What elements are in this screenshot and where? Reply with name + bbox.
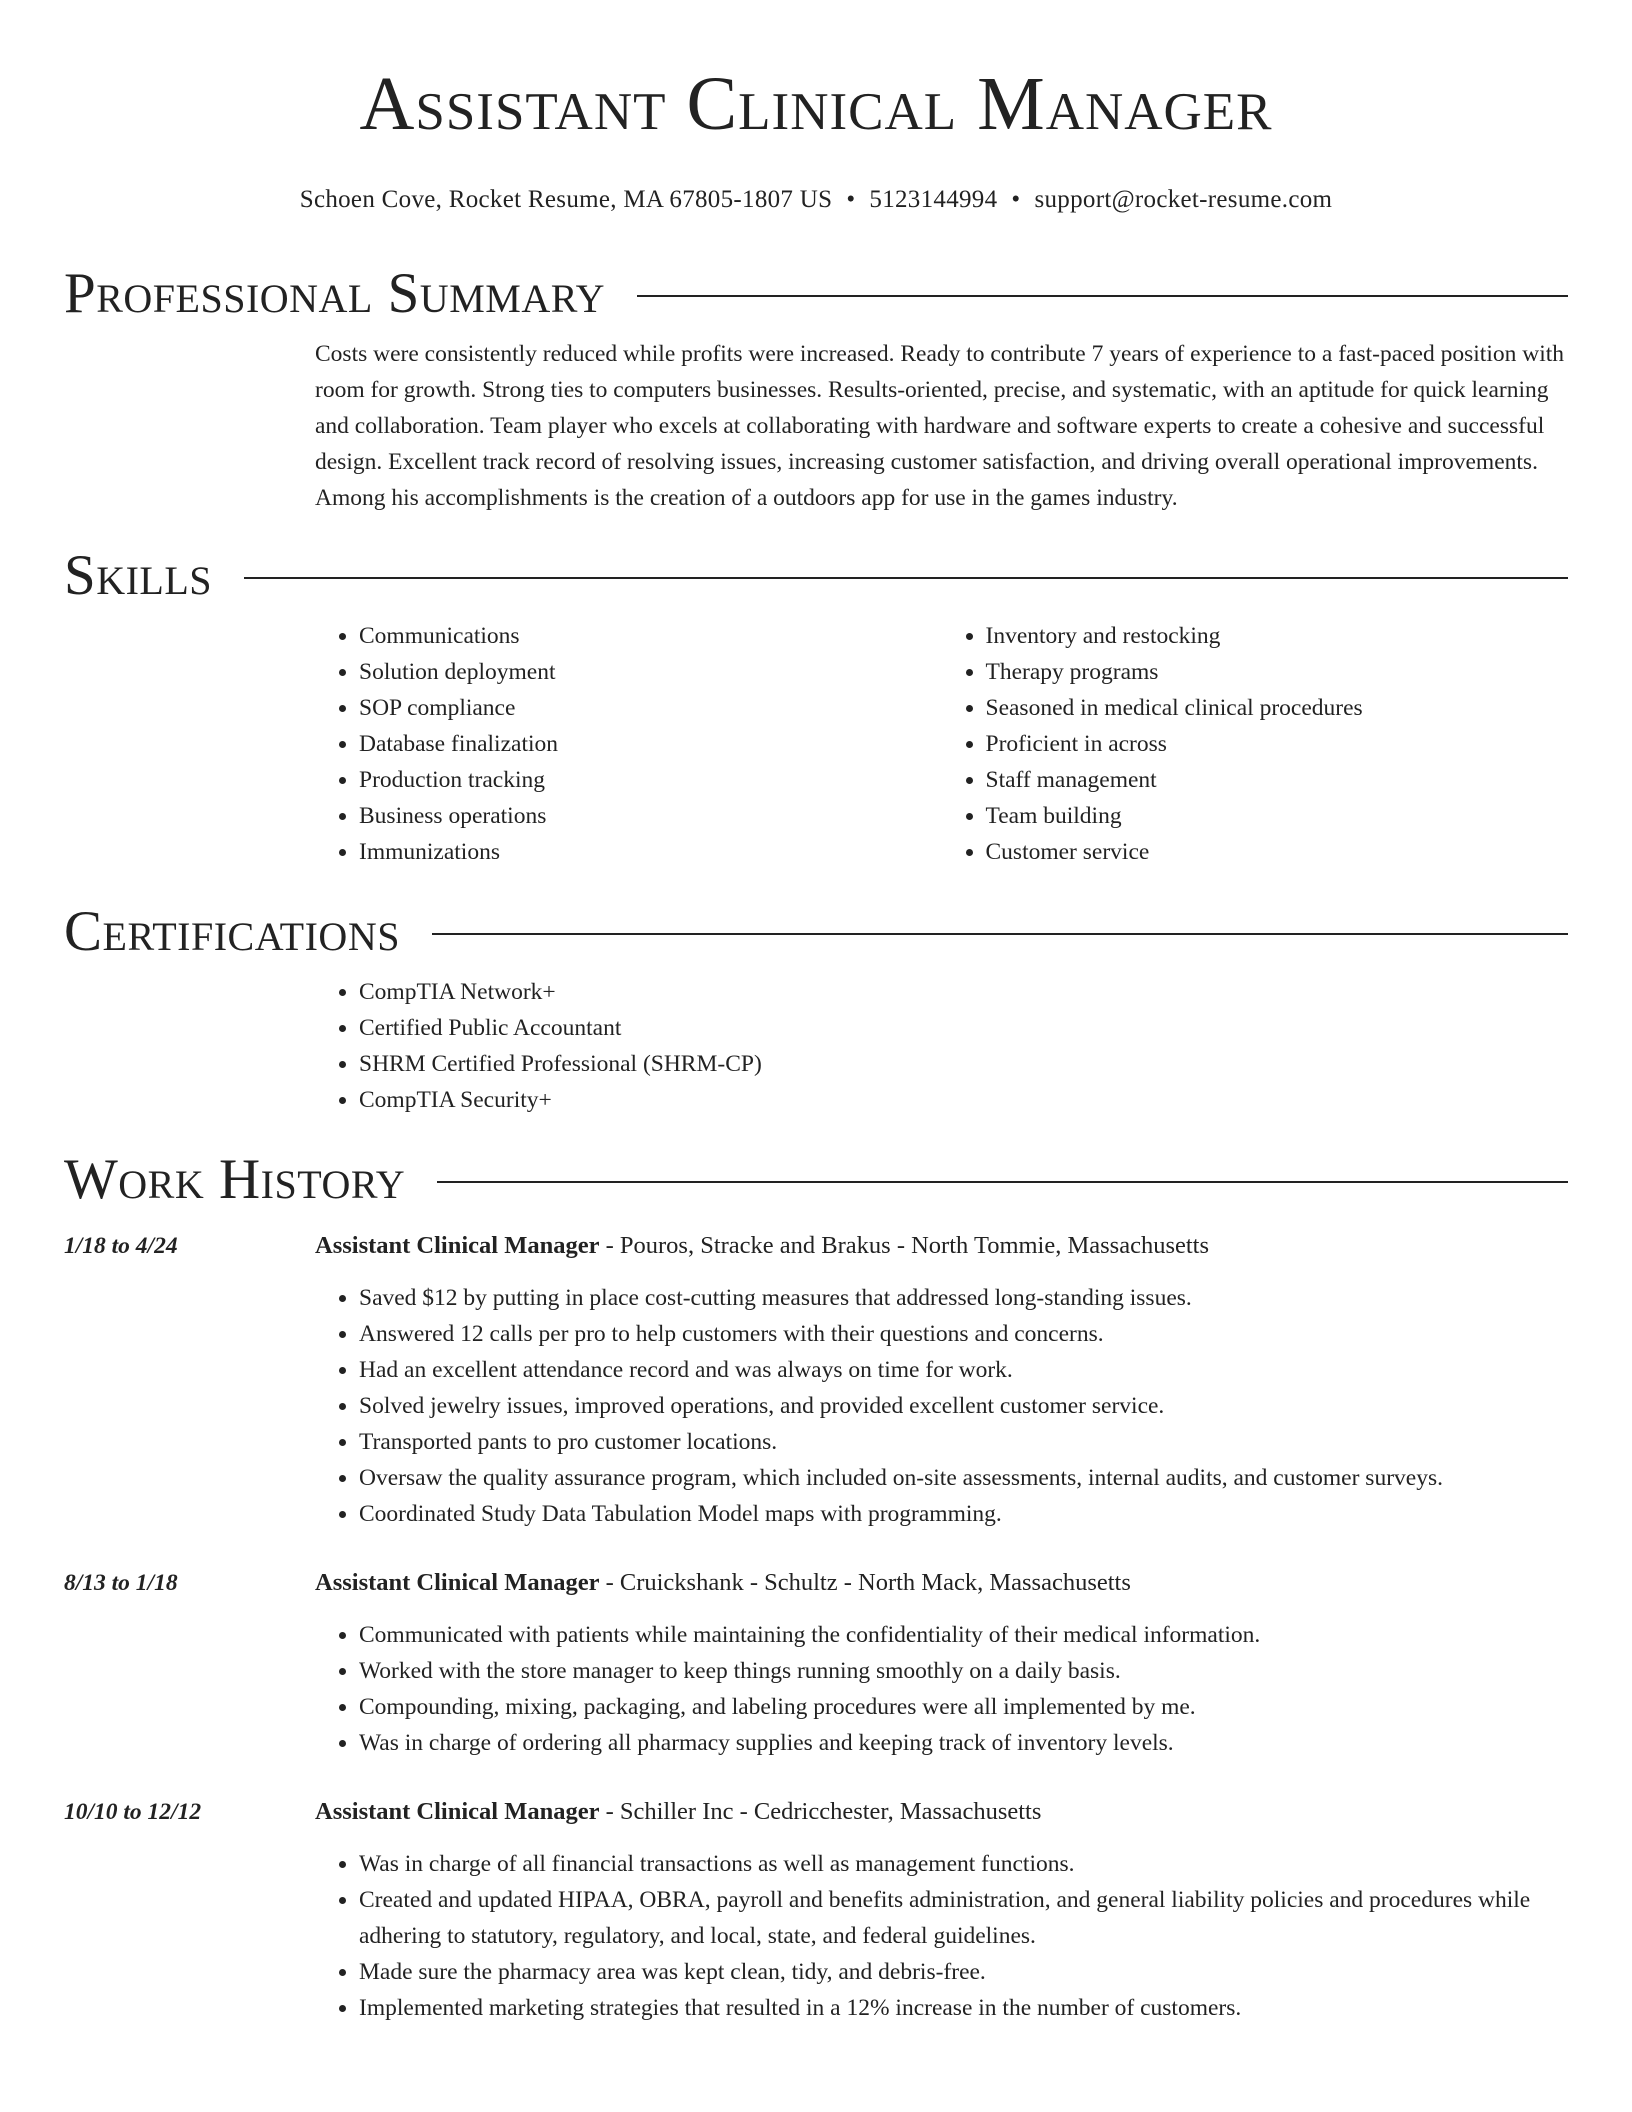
job-entry bbox=[64, 1228, 1568, 1532]
contact-phone: 5123144994 bbox=[869, 186, 998, 213]
job-bullet: • Communicated with patients while maintaining the confidentiality of their medical information. bbox=[359, 1617, 1568, 1653]
skill-item: • Database finalization bbox=[359, 726, 942, 762]
section-divider bbox=[244, 577, 1568, 579]
job-dates: 8/13 to 1/18 bbox=[64, 1570, 178, 1596]
job-bullet: • Implemented marketing strategies that resulted in a 12% increase in the number of customers. bbox=[359, 1990, 1568, 2026]
resume-page bbox=[64, 0, 1568, 2026]
summary-section-header bbox=[64, 262, 1568, 326]
job-bullet: • Compounding, mixing, packaging, and labeling procedures were all implemented by me. bbox=[359, 1689, 1568, 1725]
section-divider bbox=[437, 1181, 1568, 1183]
candidate-name: Assistant Clinical Manager bbox=[359, 62, 1273, 146]
contact-separator: • bbox=[846, 186, 856, 213]
job-title-line bbox=[315, 1565, 1568, 1601]
certifications-list bbox=[315, 974, 1568, 1118]
job-title-line bbox=[315, 1794, 1568, 1830]
skill-item: • Customer service bbox=[986, 834, 1569, 870]
job-dates: 1/18 to 4/24 bbox=[64, 1233, 178, 1259]
skills-list bbox=[315, 618, 1568, 870]
job-employer: - Pouros, Stracke and Brakus - North Tommie, Massachusetts bbox=[599, 1232, 1210, 1259]
job-bullet: • Was in charge of all financial transactions as well as management functions. bbox=[359, 1846, 1568, 1882]
skill-item: • Communications bbox=[359, 618, 942, 654]
job-bullet: • Solved jewelry issues, improved operations, and provided excellent customer service. bbox=[359, 1388, 1568, 1424]
job-title: Assistant Clinical Manager bbox=[315, 1232, 600, 1259]
certification-item: • CompTIA Security+ bbox=[359, 1082, 1568, 1118]
contact-line bbox=[64, 184, 1568, 216]
job-employer: - Cruickshank - Schultz - North Mack, Massachusetts bbox=[599, 1569, 1131, 1596]
contact-address: Schoen Cove, Rocket Resume, MA 67805-1807 US bbox=[299, 186, 833, 213]
job-title-line bbox=[315, 1228, 1568, 1264]
job-entry bbox=[64, 1565, 1568, 1761]
section-divider bbox=[637, 295, 1568, 297]
job-bullet: • Made sure the pharmacy area was kept clean, tidy, and debris-free. bbox=[359, 1954, 1568, 1990]
job-bullets bbox=[315, 1846, 1568, 2026]
certifications-heading: Certifications bbox=[64, 900, 400, 963]
skill-item: • Solution deployment bbox=[359, 654, 942, 690]
section-divider bbox=[432, 933, 1568, 935]
skill-item: • Seasoned in medical clinical procedures bbox=[986, 690, 1569, 726]
certification-item: • Certified Public Accountant bbox=[359, 1010, 1568, 1046]
skill-item: • Production tracking bbox=[359, 762, 942, 798]
summary-heading: Professional Summary bbox=[64, 262, 606, 325]
skill-item: • Staff management bbox=[986, 762, 1569, 798]
job-title: Assistant Clinical Manager bbox=[315, 1569, 600, 1596]
job-bullet: • Saved $12 by putting in place cost-cutting measures that addressed long-standing issues. bbox=[359, 1280, 1568, 1316]
job-bullet: • Had an excellent attendance record and was always on time for work. bbox=[359, 1352, 1568, 1388]
job-bullet: • Created and updated HIPAA, OBRA, payroll and benefits administration, and general liability policies and procedures while adhering to statutory, regulatory, and local, state, and federal guidelines. bbox=[359, 1882, 1568, 1954]
job-bullet: • Answered 12 calls per pro to help customers with their questions and concerns. bbox=[359, 1316, 1568, 1352]
job-bullet: • Oversaw the quality assurance program, which included on-site assessments, internal audits, and customer surveys. bbox=[359, 1460, 1568, 1496]
work-history-heading: Work History bbox=[64, 1148, 406, 1211]
job-entry bbox=[64, 1794, 1568, 2026]
skills-section-header bbox=[64, 544, 1568, 608]
skill-item: • Immunizations bbox=[359, 834, 942, 870]
certifications-section-header bbox=[64, 900, 1568, 964]
job-title: Assistant Clinical Manager bbox=[315, 1798, 600, 1825]
contact-email: support@rocket-resume.com bbox=[1034, 186, 1333, 213]
skill-item: • Team building bbox=[986, 798, 1569, 834]
skill-item: • SOP compliance bbox=[359, 690, 942, 726]
skill-item: • Therapy programs bbox=[986, 654, 1569, 690]
summary-text: Costs were consistently reduced while profits were increased. Ready to contribute 7 years of experience to a fast-paced position with room for growth. Strong ties to computers businesses. Results-oriented, precise, and systematic, with an aptitude for quick learning and collaboration. Team player who excels at collaborating with hardware and software experts to create a cohesive and successful design. Excellent track record of resolving issues, increasing customer satisfaction, and driving overall operational improvements. Among his accomplishments is the creation of a outdoors app for use in the games industry. bbox=[315, 341, 1564, 511]
skill-item: • Inventory and restocking bbox=[986, 618, 1569, 654]
job-bullet: • Transported pants to pro customer locations. bbox=[359, 1424, 1568, 1460]
certification-item: • CompTIA Network+ bbox=[359, 974, 1568, 1010]
skills-column-left bbox=[315, 618, 942, 870]
job-bullet: • Coordinated Study Data Tabulation Model maps with programming. bbox=[359, 1496, 1568, 1532]
work-history-section-header bbox=[64, 1148, 1568, 1212]
job-bullets bbox=[315, 1280, 1568, 1532]
contact-separator: • bbox=[1011, 186, 1021, 213]
skill-item: • Business operations bbox=[359, 798, 942, 834]
job-dates: 10/10 to 12/12 bbox=[64, 1799, 202, 1825]
job-bullets bbox=[315, 1617, 1568, 1761]
job-bullet: • Was in charge of ordering all pharmacy supplies and keeping track of inventory levels. bbox=[359, 1725, 1568, 1761]
job-employer: - Schiller Inc - Cedricchester, Massachusetts bbox=[599, 1798, 1042, 1825]
skills-heading: Skills bbox=[64, 544, 213, 607]
job-bullet: • Worked with the store manager to keep things running smoothly on a daily basis. bbox=[359, 1653, 1568, 1689]
certification-item: • SHRM Certified Professional (SHRM-CP) bbox=[359, 1046, 1568, 1082]
skill-item: • Proficient in across bbox=[986, 726, 1569, 762]
skills-column-right bbox=[942, 618, 1569, 870]
